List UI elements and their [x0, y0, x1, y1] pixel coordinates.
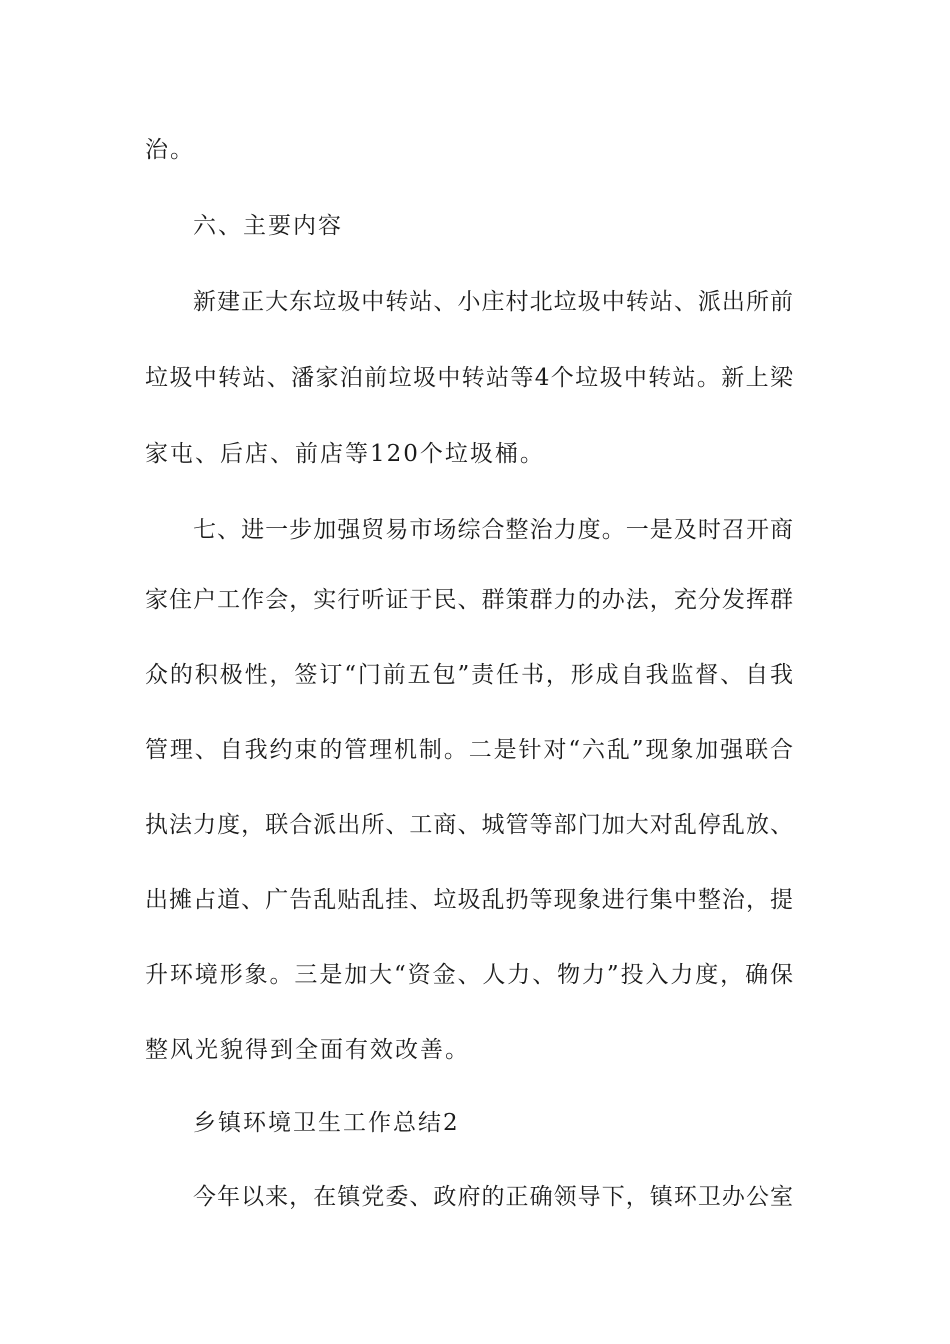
section-heading: 六、主要内容	[193, 213, 343, 239]
section-heading: 乡镇环境卫生工作总结2	[193, 1110, 460, 1136]
text-line: 七、进一步加强贸易市场综合整治力度。一是及时召开商	[193, 517, 793, 543]
text-line: 治。	[145, 137, 195, 163]
text-line: 家住户工作会，实行听证于民、群策群力的办法，充分发挥群	[145, 587, 793, 613]
text-line: 升环境形象。三是加大“资金、人力、物力”投入力度，确保	[145, 962, 793, 988]
text-line: 整风光貌得到全面有效改善。	[145, 1037, 470, 1063]
text-line: 垃圾中转站、潘家泊前垃圾中转站等4个垃圾中转站。新上梁	[145, 365, 793, 391]
text-line: 家屯、后店、前店等120个垃圾桶。	[145, 441, 545, 467]
text-line: 今年以来，在镇党委、政府的正确领导下，镇环卫办公室	[193, 1184, 793, 1210]
text-line: 执法力度，联合派出所、工商、城管等部门加大对乱停乱放、	[145, 812, 793, 838]
text-line: 新建正大东垃圾中转站、小庄村北垃圾中转站、派出所前	[193, 289, 793, 315]
text-line: 众的积极性，签订“门前五包”责任书，形成自我监督、自我	[145, 662, 793, 688]
text-line: 出摊占道、广告乱贴乱挂、垃圾乱扔等现象进行集中整治，提	[145, 887, 793, 913]
text-line: 管理、自我约束的管理机制。二是针对“六乱”现象加强联合	[145, 737, 793, 763]
